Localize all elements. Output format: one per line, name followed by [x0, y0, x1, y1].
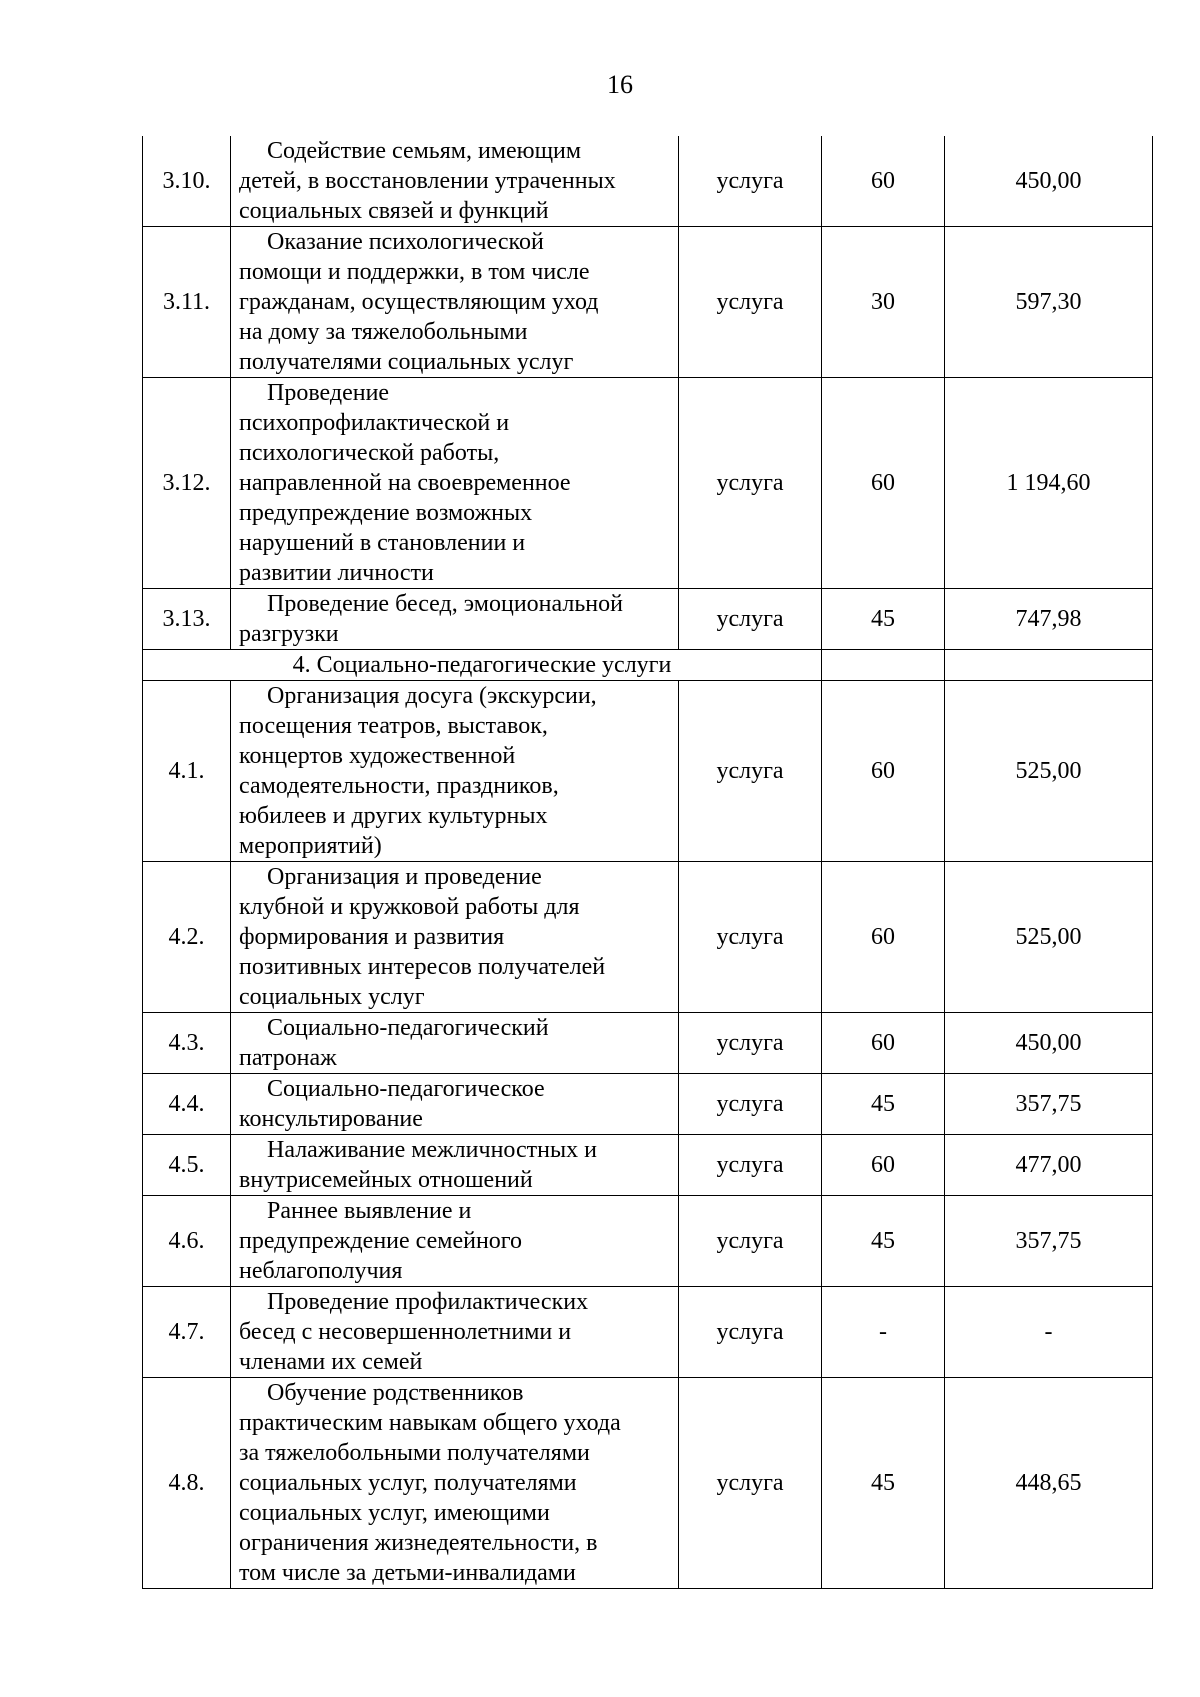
price-cell: 357,75 [945, 1074, 1153, 1135]
row-number: 4.6. [143, 1196, 231, 1287]
unit-cell: услуга [679, 1287, 822, 1378]
service-name-line: неблагополучия [239, 1258, 403, 1284]
table-row [143, 1378, 1153, 1589]
service-name-line: помощи и поддержки, в том числе [239, 259, 590, 285]
service-name-line: посещения театров, выставок, [239, 713, 548, 739]
row-number: 3.10. [143, 136, 231, 227]
service-name-line: Организация и проведение [267, 864, 542, 890]
price-cell: 450,00 [945, 136, 1153, 227]
service-name [231, 589, 679, 650]
unit-cell: услуга [679, 1196, 822, 1287]
row-number: 4.2. [143, 862, 231, 1013]
section-title: 4. Социально-педагогические услуги [143, 650, 822, 681]
service-name-line: том числе за детьми-инвалидами [239, 1560, 576, 1586]
section-row [143, 650, 1153, 681]
service-name-line: бесед с несовершеннолетними и [239, 1319, 572, 1345]
price-cell: - [945, 1287, 1153, 1378]
unit-cell: услуга [679, 1013, 822, 1074]
row-number: 4.1. [143, 681, 231, 862]
unit-cell: услуга [679, 1074, 822, 1135]
service-name-line: социальных услуг, получателями [239, 1470, 577, 1496]
service-name [231, 136, 679, 227]
service-name-line: юбилеев и других культурных [239, 803, 548, 829]
service-name-line: позитивных интересов получателей [239, 954, 606, 980]
time-norm-cell: - [822, 1287, 945, 1378]
time-norm-cell: 45 [822, 589, 945, 650]
service-name-line: Раннее выявление и [267, 1198, 472, 1224]
service-name-line: социальных связей и функций [239, 198, 549, 224]
service-name-line: социальных услуг, имеющими [239, 1500, 550, 1526]
unit-cell: услуга [679, 681, 822, 862]
price-cell: 525,00 [945, 681, 1153, 862]
unit-cell: услуга [679, 862, 822, 1013]
unit-cell: услуга [679, 1378, 822, 1589]
price-cell: 477,00 [945, 1135, 1153, 1196]
service-name-line: Социально-педагогическое [267, 1076, 545, 1102]
service-name-line: Проведение [267, 380, 390, 406]
row-number: 3.13. [143, 589, 231, 650]
row-number: 4.8. [143, 1378, 231, 1589]
table-row [143, 378, 1153, 589]
time-norm-cell: 60 [822, 1013, 945, 1074]
service-name-line: предупреждение семейного [239, 1228, 523, 1254]
service-name-line: Оказание психологической [267, 229, 544, 255]
row-number: 3.11. [143, 227, 231, 378]
service-name [231, 1196, 679, 1287]
service-name [231, 1287, 679, 1378]
service-name-line: практическим навыкам общего ухода [239, 1410, 621, 1436]
service-name-line: Проведение профилактических [267, 1289, 589, 1315]
row-number: 4.4. [143, 1074, 231, 1135]
service-name-line: Обучение родственников [267, 1380, 524, 1406]
table-row [143, 1013, 1153, 1074]
service-name-line: развитии личности [239, 560, 434, 586]
time-norm-cell: 60 [822, 1135, 945, 1196]
time-norm-cell: 45 [822, 1196, 945, 1287]
service-name [231, 1135, 679, 1196]
service-name [231, 1378, 679, 1589]
row-number: 3.12. [143, 378, 231, 589]
time-norm-cell: 60 [822, 681, 945, 862]
unit-cell: услуга [679, 1135, 822, 1196]
service-name-line: Организация досуга (экскурсии, [267, 683, 597, 709]
service-name [231, 378, 679, 589]
service-name-line: внутрисемейных отношений [239, 1167, 533, 1193]
time-norm-cell: 30 [822, 227, 945, 378]
service-name-line: направленной на своевременное [239, 470, 571, 496]
service-name-line: членами их семей [239, 1349, 423, 1375]
service-name-line: предупреждение возможных [239, 500, 533, 526]
table-row [143, 1074, 1153, 1135]
section-empty-price [945, 650, 1153, 681]
table-row [143, 862, 1153, 1013]
service-name [231, 227, 679, 378]
service-name-line: психологической работы, [239, 440, 500, 466]
service-name-line: гражданам, осуществляющим уход [239, 289, 599, 315]
row-number: 4.3. [143, 1013, 231, 1074]
service-name-line: Проведение бесед, эмоциональной [267, 591, 623, 617]
table-row [143, 589, 1153, 650]
unit-cell: услуга [679, 227, 822, 378]
price-cell: 450,00 [945, 1013, 1153, 1074]
service-name-line: психопрофилактической и [239, 410, 510, 436]
service-name-line: получателями социальных услуг [239, 349, 574, 375]
service-name-line: разгрузки [239, 621, 339, 647]
service-name-line: детей, в восстановлении утраченных [239, 168, 616, 194]
price-cell: 1 194,60 [945, 378, 1153, 589]
service-name [231, 862, 679, 1013]
service-name-line: Налаживание межличностных и [267, 1137, 597, 1163]
time-norm-cell: 60 [822, 862, 945, 1013]
service-name-line: ограничения жизнедеятельности, в [239, 1530, 598, 1556]
unit-cell: услуга [679, 136, 822, 227]
service-name-line: на дому за тяжелобольными [239, 319, 528, 345]
unit-cell: услуга [679, 378, 822, 589]
service-name-line: самодеятельности, праздников, [239, 773, 559, 799]
unit-cell: услуга [679, 589, 822, 650]
service-name-line: концертов художественной [239, 743, 516, 769]
service-name-line: нарушений в становлении и [239, 530, 526, 556]
time-norm-cell: 45 [822, 1074, 945, 1135]
time-norm-cell: 60 [822, 378, 945, 589]
services-table-body [143, 136, 1153, 1589]
price-cell: 525,00 [945, 862, 1153, 1013]
time-norm-cell: 60 [822, 136, 945, 227]
row-number: 4.5. [143, 1135, 231, 1196]
service-name [231, 1074, 679, 1135]
service-name [231, 1013, 679, 1074]
services-table [142, 136, 1153, 1589]
service-name-line: Социально-педагогический [267, 1015, 549, 1041]
row-number: 4.7. [143, 1287, 231, 1378]
section-empty-norm [822, 650, 945, 681]
table-row [143, 681, 1153, 862]
service-name-line: консультирование [239, 1106, 423, 1132]
table-row [143, 1287, 1153, 1378]
service-name-line: социальных услуг [239, 984, 425, 1010]
service-name-line: патронаж [239, 1045, 337, 1071]
price-cell: 357,75 [945, 1196, 1153, 1287]
table-row [143, 1196, 1153, 1287]
table-row [143, 136, 1153, 227]
time-norm-cell: 45 [822, 1378, 945, 1589]
service-name-line: клубной и кружковой работы для [239, 894, 580, 920]
service-name-line: мероприятий) [239, 833, 382, 859]
service-name-line: Содействие семьям, имеющим [267, 138, 582, 164]
service-name-line: за тяжелобольными получателями [239, 1440, 590, 1466]
table-row [143, 227, 1153, 378]
service-name [231, 681, 679, 862]
table-row [143, 1135, 1153, 1196]
page-number: 16 [607, 70, 633, 99]
price-cell: 448,65 [945, 1378, 1153, 1589]
service-name-line: формирования и развития [239, 924, 505, 950]
price-cell: 747,98 [945, 589, 1153, 650]
price-cell: 597,30 [945, 227, 1153, 378]
